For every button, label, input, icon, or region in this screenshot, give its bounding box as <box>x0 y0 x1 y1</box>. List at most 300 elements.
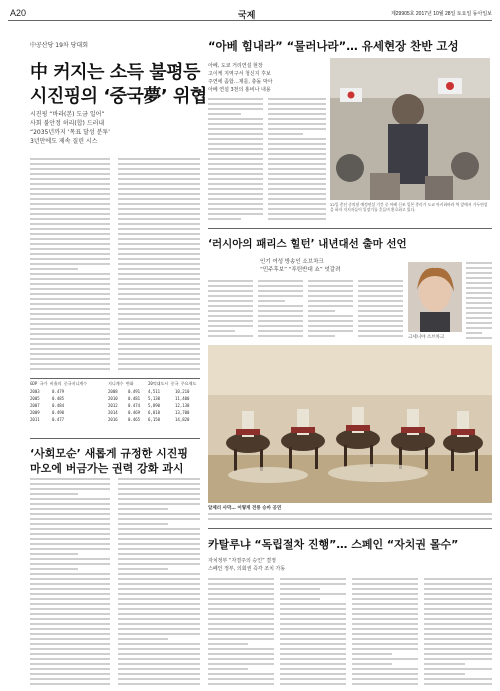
body-text-line <box>258 325 303 327</box>
body-text-line <box>208 643 248 645</box>
body-text-line <box>280 663 346 665</box>
body-text-line <box>280 613 346 615</box>
body-text-line <box>30 523 110 525</box>
body-text-line <box>280 578 346 580</box>
body-text-line <box>118 638 168 640</box>
body-text-line <box>208 633 274 635</box>
table-cell: 5,890 <box>148 403 161 408</box>
body-text-line <box>208 168 263 170</box>
body-text-line <box>352 638 418 640</box>
body-text-line <box>208 673 274 675</box>
body-text-line <box>118 598 200 600</box>
headline-d2: 마오에 버금가는 권력 강화 과시 <box>30 462 184 475</box>
body-text-line <box>118 238 200 240</box>
body-text-line <box>208 98 263 100</box>
body-text-line <box>258 295 303 297</box>
body-text-line <box>30 348 110 350</box>
body-text-line <box>358 335 403 337</box>
body-text-line <box>30 178 110 180</box>
body-text-line <box>424 623 492 625</box>
photo-abe-image <box>330 58 490 200</box>
body-text-line <box>280 608 346 610</box>
body-text-line <box>30 608 110 610</box>
body-text-line <box>30 313 110 315</box>
body-text-line <box>118 263 200 265</box>
caption-c: 크세니야 소브차크 <box>408 335 445 340</box>
body-text-line <box>30 623 110 625</box>
body-text-line <box>118 278 200 280</box>
body-text-line <box>30 158 110 160</box>
body-text-line <box>358 325 403 327</box>
body-text-line <box>118 348 200 350</box>
body-text-line <box>30 243 110 245</box>
table-cell: 0.490 <box>52 410 65 415</box>
body-text-line <box>268 198 326 200</box>
body-text-line <box>208 603 274 605</box>
table-cell: 13,700 <box>175 410 190 415</box>
body-text-line <box>118 298 200 300</box>
body-text-line <box>208 663 274 665</box>
body-text-line <box>118 303 200 305</box>
body-text-line <box>30 208 110 210</box>
deck-line: 시진핑 “바라(본) 도금 일어” <box>30 111 105 118</box>
body-text-line <box>118 658 200 660</box>
table-cell: 0.479 <box>52 389 65 394</box>
body-text-line <box>358 310 403 312</box>
body-text-line <box>208 123 263 125</box>
body-text-line <box>118 488 200 490</box>
body-text-line <box>268 173 326 175</box>
body-text-line <box>352 588 418 590</box>
photo-abe <box>330 58 490 200</box>
body-text-line <box>30 603 110 605</box>
table-cell: 0.469 <box>128 410 141 415</box>
body-text-line <box>352 653 392 655</box>
body-text-line <box>208 315 253 317</box>
table-cell: 2011 <box>30 417 40 422</box>
body-text-line <box>118 183 200 185</box>
body-text-line <box>118 353 200 355</box>
body-text-line <box>268 98 326 100</box>
body-text-line <box>30 308 110 310</box>
body-text-line <box>30 518 110 520</box>
body-text-line <box>118 648 200 650</box>
body-text-line <box>358 315 403 317</box>
body-text-line <box>352 608 418 610</box>
body-text-line <box>352 593 418 595</box>
body-text-line <box>30 683 110 685</box>
table-cell: 2009 <box>30 410 40 415</box>
body-text-line <box>118 343 200 345</box>
photo-horses-image <box>208 345 492 503</box>
body-text-line <box>30 548 110 550</box>
body-text-line <box>208 638 274 640</box>
body-text-line <box>30 233 110 235</box>
deck-line: 스페인 정부, 의회권 즉각 조치 가동 <box>208 566 286 572</box>
body-text-line <box>208 128 263 130</box>
body-text-line <box>466 277 492 279</box>
body-text-line <box>118 248 200 250</box>
body-text-line <box>118 508 168 510</box>
body-text-line <box>208 213 263 215</box>
table-cell: 2014 <box>108 410 118 415</box>
body-text-line <box>118 178 200 180</box>
body-text-line <box>308 295 353 297</box>
body-text-line <box>118 208 200 210</box>
table-cell: 2008 <box>108 389 118 394</box>
body-text-line <box>208 608 274 610</box>
body-text-line <box>208 218 241 220</box>
body-text-line <box>280 668 346 670</box>
body-text-line <box>118 158 200 160</box>
masthead-info: 제29905호 2017년 10월 28일 토요일 동아일보 <box>390 11 492 17</box>
body-text-line <box>30 498 110 500</box>
body-text-line <box>466 287 492 289</box>
body-text-line <box>118 228 200 230</box>
body-text-line <box>352 683 418 685</box>
header-rule <box>8 20 492 21</box>
body-text-line <box>118 188 200 190</box>
body-text-line <box>258 305 303 307</box>
body-text-line <box>30 513 110 515</box>
table-cell: 2012 <box>108 403 118 408</box>
body-text-line <box>466 272 492 274</box>
table-cell: 0.465 <box>128 417 141 422</box>
body-text-line <box>30 283 110 285</box>
caption-b: 22일 총선 중의원 예정연설 기간 중 아베 신조 일본 총리가 도쿄 아키하바라 역 앞에서 가두연설을 하자 지지자들이 일장기를 흔들며 환호하고 있다. <box>330 202 488 212</box>
rule-d <box>30 438 200 439</box>
body-text-line <box>118 318 200 320</box>
body-text-line <box>268 118 326 120</box>
body-text-line <box>208 113 241 115</box>
body-text-line <box>118 333 200 335</box>
body-text-line <box>268 168 326 170</box>
body-text-line <box>280 648 346 650</box>
body-text-line <box>424 578 492 580</box>
body-text-line <box>258 285 303 287</box>
body-text-line <box>352 623 418 625</box>
body-text-line <box>208 653 274 655</box>
body-text-line <box>352 673 418 675</box>
body-text-line <box>30 558 110 560</box>
body-text-line <box>268 193 326 195</box>
body-text-line <box>424 608 492 610</box>
body-text-line <box>308 315 353 317</box>
body-text-line <box>308 305 353 307</box>
body-text-line <box>352 643 418 645</box>
body-text-line <box>118 198 200 200</box>
body-text-line <box>118 518 200 520</box>
body-text-line <box>30 248 110 250</box>
body-text-line <box>466 337 492 339</box>
page-number: A20 <box>10 8 27 18</box>
body-text-line <box>118 268 200 270</box>
body-text-line <box>308 335 335 337</box>
body-text-line <box>424 668 492 670</box>
body-text-line <box>424 613 492 615</box>
table-cell: 5,130 <box>148 396 161 401</box>
body-text-line <box>30 508 110 510</box>
body-text-line <box>118 563 200 565</box>
body-text-line <box>30 328 110 330</box>
body-text-line <box>118 323 200 325</box>
body-text-line <box>118 328 200 330</box>
body-text-line <box>352 628 418 630</box>
caption-e: 알제리 사막… 어떻게 전통 승마 공연 <box>208 506 282 511</box>
table-cell: 6,010 <box>148 410 161 415</box>
body-text-line <box>30 633 110 635</box>
body-text-line <box>358 280 403 282</box>
body-text-line <box>258 310 303 312</box>
body-text-line <box>424 633 492 635</box>
body-text-line <box>358 295 403 297</box>
body-text-line <box>30 338 110 340</box>
body-text-line <box>30 213 110 215</box>
body-text-line <box>30 368 110 370</box>
body-text-line <box>352 598 418 600</box>
table-cell: 2005 <box>30 396 40 401</box>
body-text-line <box>280 658 346 660</box>
body-text-line <box>30 668 110 670</box>
body-text-line <box>466 267 492 269</box>
body-text-line <box>208 678 274 680</box>
body-text-line <box>466 322 492 324</box>
body-text-line <box>30 323 110 325</box>
headline-d1: ‘사회모순’ 새롭게 규정한 시진핑 <box>30 447 188 460</box>
deck-line: 주연에 좀합…제를, 충돌 막아 <box>208 79 273 85</box>
body-text-line <box>268 123 326 125</box>
body-text-line <box>208 588 274 590</box>
body-text-line <box>268 203 326 205</box>
body-text-line <box>208 158 263 160</box>
body-text-line <box>280 638 346 640</box>
body-text-line <box>358 305 403 307</box>
body-text-line <box>268 153 326 155</box>
body-text-line <box>30 293 110 295</box>
body-text-line <box>208 618 274 620</box>
body-text-line <box>118 368 200 370</box>
body-text-line <box>30 258 110 260</box>
body-text-line <box>30 343 110 345</box>
body-text-line <box>258 290 303 292</box>
body-text-line <box>118 483 200 485</box>
deck-line: 사회 불안정 허리(합) 드러내 <box>30 120 105 127</box>
body-text-line <box>30 478 110 480</box>
body-text-line <box>358 300 403 302</box>
body-text-line <box>424 588 492 590</box>
body-text-line <box>424 643 492 645</box>
body-text-line <box>280 588 320 590</box>
body-text-line <box>118 533 200 535</box>
body-text-line <box>268 108 326 110</box>
body-text-line <box>30 198 110 200</box>
body-text-line <box>268 133 303 135</box>
body-text-line <box>30 648 110 650</box>
body-text-line <box>118 218 200 220</box>
body-text-line <box>30 163 110 165</box>
body-text-line <box>268 103 326 105</box>
body-text-line <box>208 133 263 135</box>
body-text-line <box>118 253 200 255</box>
table-cell: 14,820 <box>175 417 190 422</box>
body-text-line <box>208 118 263 120</box>
body-text-line <box>30 563 110 565</box>
table-cell: 11,400 <box>175 396 190 401</box>
body-text-line <box>30 278 110 280</box>
body-text-line <box>208 583 274 585</box>
body-text-line <box>118 523 168 525</box>
body-text-line <box>352 613 418 615</box>
body-text-line <box>424 658 492 660</box>
deck-line: “2035년까지 ‘목표 달성 분투’ <box>30 129 111 136</box>
body-text-line <box>208 648 274 650</box>
body-text-line <box>258 315 303 317</box>
body-text-line <box>208 335 253 337</box>
body-text-line <box>466 312 492 314</box>
headline-b: “아베 힘내라” “물러나라”… 유세현장 찬반 고성 <box>208 39 459 53</box>
body-text-line <box>208 658 274 660</box>
body-text-line <box>208 683 274 685</box>
table-cell: 0.474 <box>128 403 141 408</box>
deck-line: “민주후보” “푸틴반대 쇼” 엇갈려 <box>260 267 341 273</box>
body-text-line <box>118 678 200 680</box>
body-text-line <box>30 658 110 660</box>
body-text-line <box>208 280 253 282</box>
body-text-line <box>424 593 492 595</box>
body-text-line <box>424 598 492 600</box>
body-text-line <box>118 608 200 610</box>
body-text-line <box>352 583 418 585</box>
body-text-line <box>208 325 253 327</box>
deck-a <box>30 110 130 146</box>
body-text-line <box>358 320 403 322</box>
data-table <box>30 378 200 429</box>
body-text-line <box>118 308 200 310</box>
body-text-line <box>118 573 200 575</box>
body-text-line <box>208 188 263 190</box>
body-text-line <box>208 668 248 670</box>
body-text-line <box>118 493 200 495</box>
body-text-line <box>118 223 200 225</box>
body-text-line <box>118 618 200 620</box>
body-text-line <box>118 583 200 585</box>
body-text-line <box>30 653 110 655</box>
body-text-line <box>30 223 110 225</box>
body-text-line <box>30 218 110 220</box>
deck-line: 자치정부 “자결주의 승인” 결정 <box>208 558 276 564</box>
body-text-line <box>424 678 492 680</box>
deck-line: 고이케 지역구서 청신지 후보 <box>208 71 271 77</box>
body-text-line <box>118 528 200 530</box>
body-text-line <box>118 258 200 260</box>
photo-horses <box>208 345 492 503</box>
body-text-line <box>30 193 110 195</box>
body-text-line <box>466 292 492 294</box>
body-text-line <box>280 683 346 685</box>
body-text-line <box>424 663 465 665</box>
body-text-line <box>424 628 492 630</box>
body-text-line <box>358 290 403 292</box>
body-text-line <box>118 233 200 235</box>
body-text-line <box>118 603 200 605</box>
body-text-line <box>258 335 303 337</box>
body-text-line <box>30 598 110 600</box>
body-text-line <box>30 493 78 495</box>
body-text-line <box>30 358 110 360</box>
body-text-line <box>280 598 320 600</box>
body-text-line <box>208 305 253 307</box>
body-text-line <box>466 317 492 319</box>
table-cell: 6,150 <box>148 417 161 422</box>
body-text-line <box>280 623 346 625</box>
body-text-line <box>208 208 263 210</box>
body-text-line <box>30 228 110 230</box>
body-text-line <box>424 638 492 640</box>
body-text-line <box>118 558 200 560</box>
body-text-line <box>118 663 200 665</box>
body-text-line <box>208 593 274 595</box>
body-text-line <box>118 283 200 285</box>
deck-e <box>208 557 285 573</box>
body-text-line <box>280 618 346 620</box>
deck-c <box>260 258 340 274</box>
body-text-line <box>208 178 263 180</box>
body-text-line <box>118 683 200 685</box>
body-text-line <box>30 533 110 535</box>
body-text-line <box>208 320 253 322</box>
body-text-line <box>118 628 200 630</box>
body-text-line <box>208 613 274 615</box>
deck-line: 아베, 도쿄 거리연설 현장 <box>208 63 263 69</box>
table-cell: 10,210 <box>175 389 190 394</box>
body-text-line <box>352 603 418 605</box>
body-text-line <box>308 300 353 302</box>
body-text-line <box>268 208 326 210</box>
body-text-line <box>118 498 200 500</box>
body-text-line <box>208 183 263 185</box>
body-text-line <box>30 263 110 265</box>
body-text-line <box>258 320 303 322</box>
deck-line: 3년만에도 제속 질린 시스 <box>30 138 98 145</box>
body-text-line <box>280 593 346 595</box>
body-text-line <box>308 285 353 287</box>
body-text-line <box>308 325 353 327</box>
body-text-line <box>352 678 418 680</box>
body-text-line <box>30 588 110 590</box>
body-text-line <box>280 603 346 605</box>
body-text-line <box>208 108 263 110</box>
body-text-line <box>268 143 326 145</box>
body-text-line <box>280 678 346 680</box>
body-text-line <box>30 678 110 680</box>
body-text-line <box>466 307 492 309</box>
body-text-line <box>424 583 492 585</box>
body-text-line <box>118 673 200 675</box>
table-title-left: GDP 국가 비율의 중국지니계수 <box>30 381 87 386</box>
body-text-line <box>308 280 353 282</box>
body-text-line <box>118 548 200 550</box>
body-text-line <box>208 153 263 155</box>
table-cell: 4,511 <box>148 389 161 394</box>
body-text-line <box>308 290 353 292</box>
deck-b <box>208 62 298 94</box>
body-text-line <box>118 623 200 625</box>
body-text-line <box>118 513 200 515</box>
body-text-line <box>118 643 200 645</box>
body-text-line <box>118 503 200 505</box>
headline-a2: 시진핑의 ‘중국夢’ 위협 <box>30 86 207 107</box>
body-text-line <box>30 638 110 640</box>
